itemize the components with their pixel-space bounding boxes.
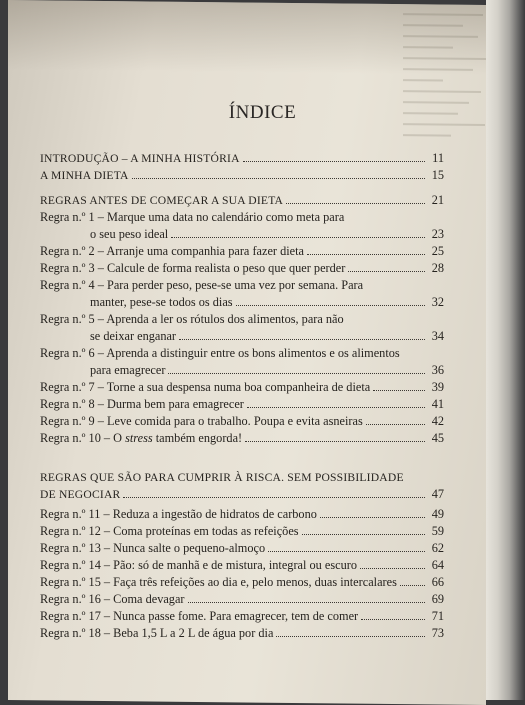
leader-dots: [348, 271, 425, 272]
rule-text: – Aprenda a distinguir entre os bons alimentos e os alimentos: [97, 346, 400, 360]
section-title: REGRAS ANTES DE COMEÇAR A SUA DIETA: [40, 194, 284, 207]
page-number: 23: [431, 227, 444, 241]
page-number: 15: [431, 168, 444, 182]
page-number: 47: [431, 487, 444, 501]
leader-dots: [168, 373, 425, 374]
leader-dots: [268, 551, 425, 552]
rule-text: – Pão: só de manhã e de mistura, integral ou escuro: [103, 558, 357, 572]
section-title-continued: DE NEGOCIAR: [40, 488, 121, 501]
rule-label: Regra n.º 2: [40, 244, 95, 258]
rule-text: – Nunca salte o pequeno-almoço: [103, 541, 266, 555]
leader-dots: [307, 254, 425, 255]
rule-entry-15: [40, 574, 444, 591]
rule-label: Regra n.º 5: [40, 312, 95, 326]
rule-text: – Calcule de forma realista o peso que quer perder: [97, 261, 346, 275]
rule-text: – Beba 1,5 L a 2 L de água por dia: [103, 626, 274, 640]
page-number: 11: [432, 151, 444, 165]
leader-dots: [400, 585, 425, 586]
rule-entry-5: [40, 311, 444, 345]
rule-text: – Marque uma data no calendário como meta para: [97, 210, 345, 224]
page-number: 45: [431, 431, 444, 445]
rule-label: Regra n.º 9: [40, 414, 95, 428]
page-number: 34: [431, 329, 444, 343]
leader-dots: [171, 237, 425, 238]
entry-title: INTRODUÇÃO – A MINHA HISTÓRIA: [40, 152, 240, 165]
leader-dots: [286, 203, 425, 204]
rule-text-continued: para emagrecer: [90, 363, 166, 377]
table-of-contents: [40, 150, 444, 642]
page-number: 71: [431, 609, 444, 623]
rule-label: Regra n.º 7: [40, 380, 95, 394]
page-number: 62: [431, 541, 444, 555]
rule-text: – Faça três refeições ao dia e, pelo menos, duas intercalares: [103, 575, 397, 589]
page-number: 49: [431, 507, 444, 521]
rule-text: – Leve comida para o trabalho. Poupa e evita asneiras: [97, 414, 363, 428]
rule-text: – O stress também engorda!: [103, 431, 243, 445]
leader-dots: [243, 161, 425, 162]
rule-entry-1: [40, 209, 444, 243]
rule-entry-14: [40, 557, 444, 574]
leader-dots: [188, 602, 425, 603]
rule-entry-10: [40, 430, 444, 447]
section-heading-1: [40, 192, 444, 209]
rule-label: Regra n.º 12: [40, 524, 101, 538]
rule-entry-13: [40, 540, 444, 557]
leader-dots: [123, 497, 425, 498]
rule-entry-9: [40, 413, 444, 430]
page-number: 42: [431, 414, 444, 428]
leader-dots: [366, 424, 425, 425]
page-number: 69: [431, 592, 444, 606]
rule-entry-4: [40, 277, 444, 311]
rule-label: Regra n.º 14: [40, 558, 101, 572]
rule-label: Regra n.º 17: [40, 609, 101, 623]
rule-text-continued: o seu peso ideal: [90, 227, 169, 241]
rule-text: – Durma bem para emagrecer: [97, 397, 244, 411]
rule-entry-7: [40, 379, 444, 396]
page-number: 39: [431, 380, 444, 394]
show-through-text: [403, 4, 486, 165]
rule-entry-17: [40, 608, 444, 625]
rule-entry-3: [40, 260, 444, 277]
page-number: 28: [431, 261, 444, 275]
rule-label: Regra n.º 1: [40, 210, 95, 224]
page-number: 32: [431, 295, 444, 309]
rule-label: Regra n.º 15: [40, 575, 101, 589]
leader-dots: [361, 619, 425, 620]
rule-text: – Arranje uma companhia para fazer dieta: [97, 244, 304, 258]
page-number: 36: [431, 363, 444, 377]
leader-dots: [302, 534, 425, 535]
leader-dots: [360, 568, 425, 569]
rule-entry-6: [40, 345, 444, 379]
leader-dots: [320, 517, 425, 518]
leader-dots: [247, 407, 425, 408]
toc-entry-my-diet: [40, 167, 444, 184]
rule-label: Regra n.º 3: [40, 261, 95, 275]
toc-entry-introduction: [40, 150, 444, 167]
entry-title: A MINHA DIETA: [40, 169, 129, 182]
page-number: 21: [431, 193, 444, 207]
rule-label: Regra n.º 4: [40, 278, 95, 292]
rule-label: Regra n.º 11: [40, 507, 101, 521]
rule-text: – Coma devagar: [103, 592, 185, 606]
leader-dots: [179, 339, 425, 340]
rule-text: – Reduza a ingestão de hidratos de carbono: [103, 507, 317, 521]
rule-entry-18: [40, 625, 444, 642]
rule-entry-2: [40, 243, 444, 260]
leader-dots: [236, 305, 425, 306]
emphasis: stress: [125, 431, 153, 445]
rule-text: – Aprenda a ler os rótulos dos alimentos, para não: [97, 312, 344, 326]
rule-entry-16: [40, 591, 444, 608]
leader-dots: [276, 636, 425, 637]
leader-dots: [373, 390, 425, 391]
rule-entry-8: [40, 396, 444, 413]
rule-label: Regra n.º 10: [40, 431, 101, 445]
rule-label: Regra n.º 18: [40, 626, 101, 640]
page-number: 25: [431, 244, 444, 258]
rule-label: Regra n.º 13: [40, 541, 101, 555]
rule-text: – Nunca passe fome. Para emagrecer, tem de comer: [103, 609, 359, 623]
page-number: 64: [431, 558, 444, 572]
leader-dots: [245, 441, 425, 442]
rule-text: – Torne a sua despensa numa boa companheira de dieta: [97, 380, 371, 394]
page-number: 59: [431, 524, 444, 538]
page-number: 73: [431, 626, 444, 640]
page-number: 66: [431, 575, 444, 589]
section-title: REGRAS QUE SÃO PARA CUMPRIR À RISCA. SEM POSSIBILIDADE: [40, 471, 404, 484]
rule-entry-12: [40, 523, 444, 540]
section-heading-2: [40, 469, 444, 503]
rule-text: – Para perder peso, pese-se uma vez por semana. Para: [97, 278, 364, 292]
leader-dots: [132, 178, 425, 179]
page-title: ÍNDICE: [228, 102, 297, 123]
rule-text: – Coma proteínas em todas as refeições: [103, 524, 299, 538]
rule-label: Regra n.º 16: [40, 592, 101, 606]
rule-text-continued: manter, pese-se todos os dias: [90, 295, 233, 309]
rule-entry-11: [40, 506, 444, 523]
rule-text-continued: se deixar enganar: [90, 329, 177, 343]
page-number: 41: [431, 397, 444, 411]
rule-label: Regra n.º 8: [40, 397, 95, 411]
rule-label: Regra n.º 6: [40, 346, 95, 360]
